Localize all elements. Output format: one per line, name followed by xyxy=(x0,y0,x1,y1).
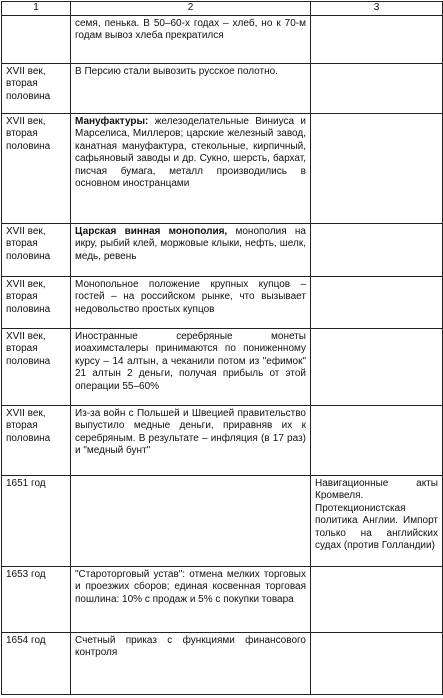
row-date: XVII век, вторая половина xyxy=(2,224,71,277)
row-text-body: "Староторговый устав": отмена мелких торговых и проезжих сборов; единая косвенная торговая пошлина: 10% с продаж и 5% с покупки товара xyxy=(75,569,306,605)
row-text xyxy=(71,16,311,64)
row-text xyxy=(71,224,311,277)
row-note xyxy=(311,277,443,329)
row-text xyxy=(71,329,311,406)
row-date: XVII век, вторая половина xyxy=(2,329,71,406)
row-note xyxy=(311,224,443,277)
table-row xyxy=(2,64,443,114)
row-text-body: Из-за войн с Польшей и Швецией правительство выпустило медные деньги, приравняв их к серебряным. В результате – инфляция (в 17 раз) и "медный бунт" xyxy=(75,408,306,457)
table-row xyxy=(2,567,443,633)
row-note-body: Навигационные акты Кромвеля. Протекционистская политика Англии. Импорт только на английских судах (против Голландии) xyxy=(315,478,438,552)
row-text xyxy=(71,633,311,695)
row-note xyxy=(311,329,443,406)
row-text-body: Иностранные серебряные монеты иоахимсталеры принимаются по пониженному курсу – 14 алтын, а чеканили потом из "ефимок" 21 алтын 2 деньги, получая прибыль от этой операции 55–60% xyxy=(75,331,306,392)
table-row xyxy=(2,114,443,224)
table-row xyxy=(2,406,443,476)
row-note xyxy=(311,406,443,476)
row-date: 1654 год xyxy=(2,633,71,695)
row-text xyxy=(71,476,311,567)
row-note xyxy=(311,567,443,633)
row-note xyxy=(311,64,443,114)
row-note xyxy=(311,633,443,695)
header-col-2: 2 xyxy=(71,2,311,16)
row-date: XVII век, вторая половина xyxy=(2,406,71,476)
header-col-1: 1 xyxy=(2,2,71,16)
row-text xyxy=(71,114,311,224)
row-text-bold: Царская винная монополия, xyxy=(75,226,228,237)
row-date: 1651 год xyxy=(2,476,71,567)
row-text xyxy=(71,567,311,633)
row-text-body: железоделательные Виниуса и Марселиса, Миллеров; царские железный завод, канатная мануфактура, стекольные, кирпичный, сафьяновый заводы и др. Сукно, шерсть, бархат, писчая бумага, металл производились в основном иностранцами xyxy=(75,116,306,190)
row-note xyxy=(311,16,443,64)
row-note xyxy=(311,114,443,224)
table-row xyxy=(2,16,443,64)
row-date: 1653 год xyxy=(2,567,71,633)
row-text xyxy=(71,277,311,329)
row-date: XVII век, вторая половина xyxy=(2,277,71,329)
header-row xyxy=(2,2,443,16)
row-text-body: В Персию стали вывозить русское полотно. xyxy=(75,66,278,77)
row-date: XVII век, вторая половина xyxy=(2,114,71,224)
row-text-body: монополия на икру, рыбий клей, моржовые клыки, нефть, шелк, медь, ревень xyxy=(75,226,306,262)
row-text xyxy=(71,406,311,476)
row-date: XVII век, вторая половина xyxy=(2,64,71,114)
table-row xyxy=(2,476,443,567)
table-row xyxy=(2,329,443,406)
row-text-bold: Мануфактуры: xyxy=(75,116,149,127)
header-col-3: 3 xyxy=(311,2,443,16)
table-row xyxy=(2,633,443,695)
history-table xyxy=(1,1,443,695)
row-text-body: семя, пенька. В 50–60-х годах – хлеб, но к 70-м годам вывоз хлеба прекратился xyxy=(75,18,306,42)
table-row xyxy=(2,224,443,277)
row-date xyxy=(2,16,71,64)
row-text-body: Монопольное положение крупных купцов – гостей – на российском рынке, что вызывает недовольство простых купцов xyxy=(75,279,306,315)
table-row xyxy=(2,277,443,329)
row-text xyxy=(71,64,311,114)
row-text-body: Счетный приказ с функциями финансового контроля xyxy=(75,635,306,659)
row-note xyxy=(311,476,443,567)
